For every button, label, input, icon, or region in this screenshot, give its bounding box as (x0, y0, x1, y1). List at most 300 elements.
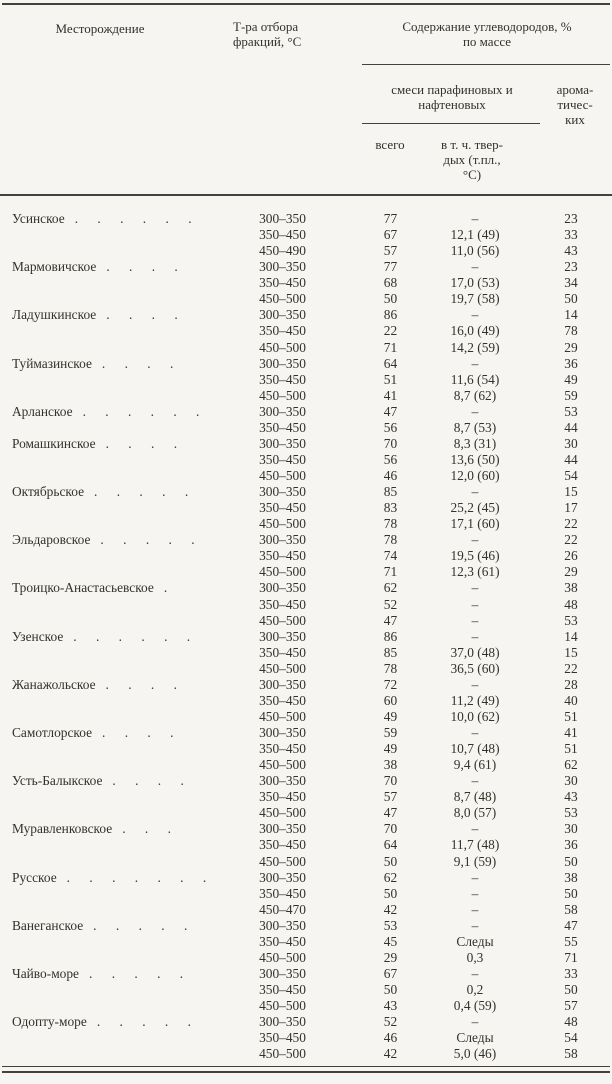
cell-temp-range: 350–450 (259, 692, 306, 708)
cell-solid-content: – (471, 355, 479, 371)
cell-total-paraffin-naphthene: 22 (383, 323, 398, 339)
table-row (0, 468, 612, 484)
cell-temp-range: 350–450 (259, 275, 306, 291)
cell-temp-range: 350–450 (259, 982, 306, 997)
header-content-line2: по массе (462, 34, 512, 49)
cell-solid-content: 10,0 (62) (450, 708, 500, 724)
cell-solid-content: – (471, 259, 479, 275)
cell-aromatic-content: 54 (564, 468, 578, 483)
table-row (0, 886, 612, 902)
cell-solid-content: 0,2 (466, 982, 484, 997)
leader-dots: . . . . . (94, 484, 197, 500)
cell-aromatic-content: 30 (564, 435, 578, 451)
cell-aromatic-content: 51 (564, 741, 578, 757)
cell-solid-content: – (471, 307, 479, 323)
cell-temp-range: 300–350 (259, 580, 306, 596)
table-row (0, 323, 612, 339)
table-row (0, 484, 612, 500)
cell-solid-content: – (471, 403, 479, 419)
cell-solid-content: Следы (456, 933, 494, 949)
header-aromatic-column (541, 82, 609, 127)
field-name: Ромашкинское (12, 435, 96, 451)
table-row (0, 902, 612, 918)
cell-solid-content: 11,2 (49) (450, 692, 500, 708)
cell-total-paraffin-naphthene: 56 (383, 451, 398, 467)
table-row (0, 291, 612, 307)
cell-total-paraffin-naphthene: 47 (383, 612, 398, 628)
leader-dots: . (163, 580, 176, 596)
cell-total-paraffin-naphthene: 68 (383, 275, 398, 291)
table-row (0, 500, 612, 516)
field-name: Троицко-Анастасьевское (12, 580, 154, 596)
cell-aromatic-content: 53 (564, 805, 578, 821)
cell-total-paraffin-naphthene: 62 (383, 869, 398, 885)
field-name: Арланское (12, 403, 73, 419)
header-aromatic-line3: ких (565, 112, 585, 127)
cell-total-paraffin-naphthene: 42 (383, 901, 398, 917)
cell-solid-content: – (471, 917, 479, 933)
cell-temp-range: 350–450 (259, 885, 306, 901)
top-rule (2, 3, 610, 5)
cell-aromatic-content: 17 (564, 500, 578, 516)
header-temp-line2: фракций, °С (233, 34, 302, 49)
cell-temp-range: 300–350 (259, 821, 306, 837)
leader-dots: . . . . (106, 307, 186, 323)
cell-aromatic-content: 33 (564, 965, 578, 981)
cell-temp-range: 300–350 (259, 484, 306, 500)
header-temp-line1: Т-ра отбора (233, 19, 299, 34)
cell-aromatic-content: 53 (564, 403, 578, 419)
cell-temp-range: 450–500 (259, 1046, 306, 1062)
cell-temp-range: 450–500 (259, 660, 306, 676)
cell-solid-content: – (471, 596, 479, 612)
header-body-divider-rule (0, 194, 612, 196)
table-row (0, 613, 612, 629)
cell-aromatic-content: 54 (564, 1030, 578, 1046)
cell-total-paraffin-naphthene: 86 (383, 307, 398, 323)
cell-total-paraffin-naphthene: 49 (383, 708, 398, 724)
cell-solid-content: 8,7 (53) (453, 419, 497, 435)
cell-temp-range: 450–500 (259, 612, 306, 628)
table-row (0, 1030, 612, 1046)
cell-temp-range: 350–450 (259, 371, 306, 387)
cell-total-paraffin-naphthene: 78 (383, 660, 398, 676)
leader-dots: . . . . . (96, 1014, 199, 1030)
cell-aromatic-content: 71 (564, 949, 578, 965)
field-name: Эльдаровское (12, 532, 91, 548)
cell-temp-range: 450–500 (259, 949, 306, 965)
table-row (0, 211, 612, 227)
table-row (0, 259, 612, 275)
content-subheader-rule (362, 64, 610, 65)
cell-total-paraffin-naphthene: 57 (383, 243, 398, 259)
cell-temp-range: 350–450 (259, 933, 306, 949)
cell-solid-content: – (471, 532, 479, 548)
leader-dots: . . . . . . . (66, 869, 215, 885)
cell-aromatic-content: 29 (564, 564, 578, 580)
cell-solid-content: – (471, 773, 479, 789)
table-body (0, 211, 612, 1062)
bottom-rule-thick (2, 1071, 610, 1073)
table-row (0, 918, 612, 934)
field-name: Усть-Балыкское (12, 773, 103, 789)
field-name: Мармовичское (12, 259, 97, 275)
table-row (0, 998, 612, 1014)
cell-total-paraffin-naphthene: 78 (383, 516, 398, 532)
leader-dots: . . . . . . (73, 628, 199, 644)
table-row (0, 243, 612, 259)
leader-dots: . . . . (101, 355, 182, 371)
header-solid-column (420, 137, 524, 182)
mix-subheader-rule (362, 123, 540, 124)
table-row (0, 452, 612, 468)
cell-aromatic-content: 48 (564, 1014, 578, 1030)
field-name: Ладушкинское (12, 307, 97, 323)
cell-solid-content: 16,0 (49) (450, 323, 500, 339)
cell-total-paraffin-naphthene: 85 (383, 644, 398, 660)
cell-temp-range: 300–350 (259, 773, 306, 789)
leader-dots: . . . . (102, 725, 182, 740)
cell-total-paraffin-naphthene: 42 (383, 1046, 398, 1062)
cell-solid-content: – (471, 580, 479, 596)
cell-total-paraffin-naphthene: 70 (383, 821, 398, 837)
cell-solid-content: 12,1 (49) (450, 227, 500, 243)
cell-total-paraffin-naphthene: 46 (383, 1030, 398, 1046)
cell-aromatic-content: 28 (564, 676, 578, 692)
cell-total-paraffin-naphthene: 59 (383, 725, 398, 740)
cell-total-paraffin-naphthene: 46 (383, 468, 398, 483)
cell-temp-range: 450–500 (259, 387, 306, 403)
cell-aromatic-content: 48 (564, 596, 578, 612)
cell-aromatic-content: 15 (564, 644, 578, 660)
cell-temp-range: 350–450 (259, 789, 306, 805)
cell-total-paraffin-naphthene: 50 (383, 982, 398, 997)
table-row (0, 661, 612, 677)
cell-total-paraffin-naphthene: 74 (383, 548, 398, 564)
header-field-column (0, 21, 200, 36)
leader-dots: . . . . . . (82, 403, 208, 419)
header-mix-line1: смеси парафиновых и (391, 82, 513, 97)
cell-aromatic-content: 34 (564, 275, 578, 291)
field-name: Муравленковское (12, 821, 113, 837)
cell-solid-content: – (471, 725, 479, 740)
table-row (0, 837, 612, 853)
table-row (0, 420, 612, 436)
table-row (0, 580, 612, 596)
cell-temp-range: 300–350 (259, 403, 306, 419)
cell-temp-range: 450–490 (259, 243, 306, 259)
table-row (0, 629, 612, 645)
cell-solid-content: 8,0 (57) (453, 805, 497, 821)
cell-total-paraffin-naphthene: 47 (383, 403, 398, 419)
header-solid-line1: в т. ч. твер- (441, 137, 503, 152)
cell-aromatic-content: 14 (564, 628, 578, 644)
cell-temp-range: 350–450 (259, 500, 306, 516)
table-row (0, 436, 612, 452)
table-row (0, 821, 612, 837)
cell-total-paraffin-naphthene: 64 (383, 355, 398, 371)
bottom-rule-thin (2, 1066, 610, 1067)
table-row (0, 693, 612, 709)
cell-solid-content: – (471, 965, 479, 981)
cell-total-paraffin-naphthene: 57 (383, 789, 398, 805)
cell-aromatic-content: 44 (564, 451, 578, 467)
cell-solid-content: 11,7 (48) (450, 837, 500, 853)
cell-temp-range: 450–500 (259, 998, 306, 1014)
table-row (0, 789, 612, 805)
cell-solid-content: 12,3 (61) (450, 564, 500, 580)
cell-total-paraffin-naphthene: 41 (383, 387, 398, 403)
cell-temp-range: 350–450 (259, 548, 306, 564)
cell-aromatic-content: 41 (564, 725, 578, 740)
cell-temp-range: 450–500 (259, 708, 306, 724)
table-row (0, 870, 612, 886)
cell-solid-content: 8,7 (48) (453, 789, 497, 805)
header-mix-line2: нафтеновых (418, 97, 486, 112)
cell-temp-range: 450–470 (259, 901, 306, 917)
table-row (0, 548, 612, 564)
cell-temp-range: 300–350 (259, 532, 306, 548)
table-row (0, 725, 612, 741)
cell-solid-content: 0,4 (59) (453, 998, 497, 1014)
table-row (0, 950, 612, 966)
cell-aromatic-content: 78 (564, 323, 578, 339)
cell-aromatic-content: 50 (564, 982, 578, 997)
cell-solid-content: 36,5 (60) (450, 660, 500, 676)
field-name: Самотлорское (12, 725, 93, 740)
leader-dots: . . . . . . (74, 211, 200, 226)
cell-solid-content: – (471, 1014, 479, 1030)
cell-solid-content: 37,0 (48) (450, 644, 500, 660)
cell-aromatic-content: 23 (564, 211, 578, 226)
header-aromatic-line1: арома- (556, 82, 594, 97)
cell-temp-range: 300–350 (259, 435, 306, 451)
cell-total-paraffin-naphthene: 71 (383, 564, 398, 580)
cell-aromatic-content: 50 (564, 853, 578, 869)
cell-total-paraffin-naphthene: 67 (383, 227, 398, 243)
table-row (0, 854, 612, 870)
field-name: Жанажольское (12, 676, 96, 692)
header-temp-column (233, 19, 343, 49)
cell-total-paraffin-naphthene: 52 (383, 1014, 398, 1030)
table-row (0, 340, 612, 356)
leader-dots: . . . . (106, 259, 186, 275)
cell-temp-range: 300–350 (259, 725, 306, 740)
cell-aromatic-content: 36 (564, 355, 578, 371)
cell-solid-content: – (471, 885, 479, 901)
cell-aromatic-content: 59 (564, 387, 578, 403)
cell-solid-content: 9,4 (61) (453, 757, 497, 773)
cell-aromatic-content: 38 (564, 869, 578, 885)
header-aromatic-line2: тичес- (557, 97, 593, 112)
cell-aromatic-content: 30 (564, 821, 578, 837)
table-row (0, 645, 612, 661)
cell-temp-range: 450–500 (259, 291, 306, 307)
header-mix-column (362, 82, 542, 112)
cell-solid-content: – (471, 676, 479, 692)
table-row (0, 275, 612, 291)
table-row (0, 966, 612, 982)
table-row (0, 677, 612, 693)
cell-temp-range: 450–500 (259, 339, 306, 355)
cell-aromatic-content: 50 (564, 291, 578, 307)
cell-temp-range: 350–450 (259, 323, 306, 339)
cell-solid-content: – (471, 869, 479, 885)
cell-solid-content: 17,1 (60) (450, 516, 500, 532)
cell-temp-range: 350–450 (259, 644, 306, 660)
cell-total-paraffin-naphthene: 83 (383, 500, 398, 516)
cell-solid-content: 17,0 (53) (450, 275, 500, 291)
cell-aromatic-content: 51 (564, 708, 578, 724)
cell-aromatic-content: 22 (564, 532, 578, 548)
table-row (0, 356, 612, 372)
table-row (0, 597, 612, 613)
cell-solid-content: 14,2 (59) (450, 339, 500, 355)
cell-aromatic-content: 58 (564, 901, 578, 917)
cell-aromatic-content: 38 (564, 580, 578, 596)
cell-total-paraffin-naphthene: 72 (383, 676, 398, 692)
header-content-line1: Содержание углеводородов, % (402, 19, 572, 34)
table-row (0, 934, 612, 950)
cell-temp-range: 300–350 (259, 259, 306, 275)
leader-dots: . . . . . (93, 917, 196, 933)
cell-aromatic-content: 50 (564, 885, 578, 901)
cell-solid-content: 12,0 (60) (450, 468, 500, 483)
header-total-label: всего (375, 137, 405, 152)
cell-solid-content: – (471, 612, 479, 628)
cell-aromatic-content: 22 (564, 516, 578, 532)
cell-temp-range: 300–350 (259, 307, 306, 323)
table-row (0, 741, 612, 757)
cell-temp-range: 450–500 (259, 805, 306, 821)
cell-aromatic-content: 43 (564, 243, 578, 259)
cell-temp-range: 300–350 (259, 965, 306, 981)
cell-solid-content: – (471, 628, 479, 644)
cell-solid-content: – (471, 821, 479, 837)
cell-total-paraffin-naphthene: 50 (383, 291, 398, 307)
field-name: Туймазинское (12, 355, 92, 371)
field-name: Ванеганское (12, 917, 84, 933)
cell-total-paraffin-naphthene: 47 (383, 805, 398, 821)
cell-solid-content: 0,3 (466, 949, 484, 965)
cell-temp-range: 450–500 (259, 853, 306, 869)
cell-solid-content: Следы (456, 1030, 494, 1046)
table-row (0, 372, 612, 388)
table-row (0, 982, 612, 998)
cell-aromatic-content: 15 (564, 484, 578, 500)
table-row (0, 564, 612, 580)
cell-aromatic-content: 49 (564, 371, 578, 387)
cell-aromatic-content: 36 (564, 837, 578, 853)
table-row (0, 805, 612, 821)
cell-aromatic-content: 33 (564, 227, 578, 243)
field-name: Октябрьское (12, 484, 85, 500)
cell-temp-range: 450–500 (259, 516, 306, 532)
cell-solid-content: 11,6 (54) (450, 371, 500, 387)
cell-solid-content: 5,0 (46) (453, 1046, 497, 1062)
header-solid-line3: °С) (462, 167, 482, 182)
cell-total-paraffin-naphthene: 78 (383, 532, 398, 548)
cell-solid-content: – (471, 211, 479, 226)
cell-temp-range: 300–350 (259, 676, 306, 692)
cell-total-paraffin-naphthene: 51 (383, 371, 398, 387)
cell-temp-range: 300–350 (259, 869, 306, 885)
cell-temp-range: 350–450 (259, 227, 306, 243)
cell-aromatic-content: 26 (564, 548, 578, 564)
cell-total-paraffin-naphthene: 50 (383, 885, 398, 901)
table-row (0, 516, 612, 532)
field-name: Русское (12, 869, 57, 885)
cell-temp-range: 350–450 (259, 451, 306, 467)
cell-aromatic-content: 22 (564, 660, 578, 676)
cell-temp-range: 350–450 (259, 419, 306, 435)
cell-total-paraffin-naphthene: 60 (383, 692, 398, 708)
cell-total-paraffin-naphthene: 85 (383, 484, 398, 500)
cell-temp-range: 300–350 (259, 1014, 306, 1030)
cell-total-paraffin-naphthene: 53 (383, 917, 398, 933)
cell-solid-content: 11,0 (56) (450, 243, 500, 259)
cell-solid-content: 9,1 (59) (453, 853, 497, 869)
cell-total-paraffin-naphthene: 45 (383, 933, 398, 949)
cell-temp-range: 300–350 (259, 211, 306, 226)
cell-aromatic-content: 30 (564, 773, 578, 789)
cell-temp-range: 350–450 (259, 837, 306, 853)
cell-solid-content: – (471, 484, 479, 500)
cell-solid-content: 8,7 (62) (453, 387, 497, 403)
cell-total-paraffin-naphthene: 52 (383, 596, 398, 612)
cell-solid-content: 25,2 (45) (450, 500, 500, 516)
header-field-label: Месторождение (55, 21, 145, 36)
cell-total-paraffin-naphthene: 56 (383, 419, 398, 435)
cell-temp-range: 450–500 (259, 564, 306, 580)
cell-aromatic-content: 53 (564, 612, 578, 628)
cell-temp-range: 300–350 (259, 917, 306, 933)
table-row (0, 388, 612, 404)
table-row (0, 404, 612, 420)
cell-solid-content: 19,5 (46) (450, 548, 500, 564)
cell-aromatic-content: 47 (564, 917, 578, 933)
cell-temp-range: 350–450 (259, 1030, 306, 1046)
cell-total-paraffin-naphthene: 62 (383, 580, 398, 596)
cell-total-paraffin-naphthene: 38 (383, 757, 398, 773)
cell-solid-content: 10,7 (48) (450, 741, 500, 757)
cell-total-paraffin-naphthene: 29 (383, 949, 398, 965)
table-row (0, 757, 612, 773)
field-name: Чайво-море (12, 965, 80, 981)
cell-total-paraffin-naphthene: 71 (383, 339, 398, 355)
cell-aromatic-content: 57 (564, 998, 578, 1014)
cell-aromatic-content: 55 (564, 933, 578, 949)
cell-total-paraffin-naphthene: 70 (383, 773, 398, 789)
cell-total-paraffin-naphthene: 50 (383, 853, 398, 869)
field-name: Одопту-море (12, 1014, 87, 1030)
cell-total-paraffin-naphthene: 49 (383, 741, 398, 757)
cell-total-paraffin-naphthene: 70 (383, 435, 398, 451)
leader-dots: . . . . . (89, 965, 192, 981)
leader-dots: . . . . (112, 773, 192, 789)
leader-dots: . . . . (105, 676, 185, 692)
field-name: Усинское (12, 211, 65, 226)
cell-total-paraffin-naphthene: 86 (383, 628, 398, 644)
table-row (0, 1014, 612, 1030)
cell-aromatic-content: 23 (564, 259, 578, 275)
cell-aromatic-content: 62 (564, 757, 578, 773)
leader-dots: . . . (122, 821, 179, 837)
table-row (0, 307, 612, 323)
table-row (0, 1046, 612, 1062)
cell-solid-content: 8,3 (31) (453, 435, 497, 451)
cell-total-paraffin-naphthene: 67 (383, 965, 398, 981)
